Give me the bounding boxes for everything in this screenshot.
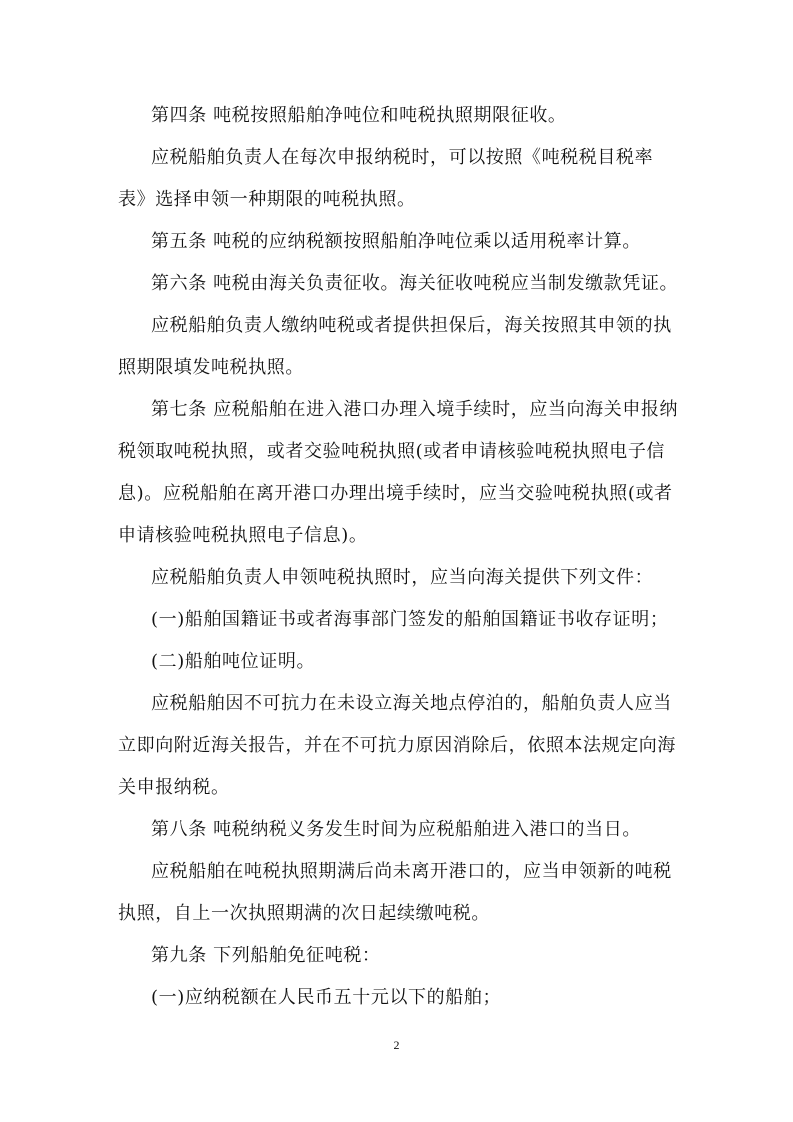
paragraph-line: 应税船舶因不可抗力在未设立海关地点停泊的，船舶负责人应当 [151,693,672,714]
paragraph-line: 申请核验吨税执照电子信息)。 [118,525,368,546]
paragraph-line: 税领取吨税执照，或者交验吨税执照(或者申请核验吨税执照电子信 [118,441,666,462]
article-6-line: 第六条 吨税由海关负责征收。海关征收吨税应当制发缴款凭证。 [151,273,679,294]
page-number: 2 [393,1038,400,1052]
paragraph-line: 应税船舶负责人缴纳吨税或者提供担保后，海关按照其申领的执 [151,315,672,336]
paragraph-line: 关申报纳税。 [118,777,230,798]
paragraph-line: 表》选择申领一种期限的吨税执照。 [118,189,416,210]
paragraph-line: 应税船舶负责人申领吨税执照时，应当向海关提供下列文件： [151,567,654,588]
paragraph-line: 照期限填发吨税执照。 [118,357,304,378]
article-8-line: 第八条 吨税纳税义务发生时间为应税船舶进入港口的当日。 [151,819,641,840]
article-7-line: 第七条 应税船舶在进入港口办理入境手续时，应当向海关申报纳 [151,399,679,420]
article-5-line: 第五条 吨税的应纳税额按照船舶净吨位乘以适用税率计算。 [151,231,641,252]
paragraph-line: 应税船舶在吨税执照期满后尚未离开港口的，应当申领新的吨税 [151,861,672,882]
paragraph-line: 立即向附近海关报告，并在不可抗力原因消除后，依照本法规定向海 [118,735,676,756]
article-9-line: 第九条 下列船舶免征吨税： [151,945,381,966]
paragraph-line: 息)。应税船舶在离开港口办理出境手续时，应当交验吨税执照(或者 [118,483,673,504]
list-item: (一)船舶国籍证书或者海事部门签发的船舶国籍证书收存证明； [151,609,669,630]
list-item: (一)应纳税额在人民币五十元以下的船舶； [151,987,502,1008]
paragraph-line: 应税船舶负责人在每次申报纳税时，可以按照《吨税税目税率 [151,147,654,168]
list-item: (二)船舶吨位证明。 [151,651,316,672]
paragraph-line: 执照，自上一次执照期满的次日起续缴吨税。 [118,903,490,924]
article-4-line: 第四条 吨税按照船舶净吨位和吨税执照期限征收。 [151,105,567,126]
